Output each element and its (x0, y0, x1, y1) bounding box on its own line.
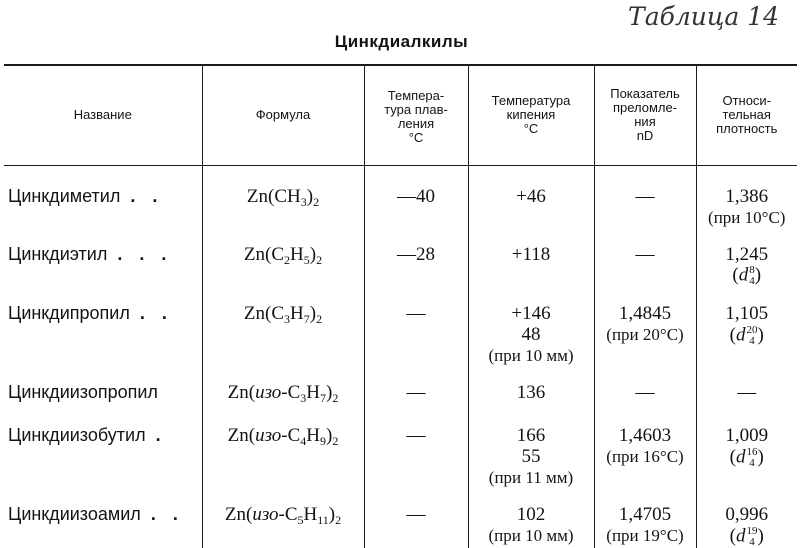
table-row (4, 287, 797, 366)
header-line: Показатель (610, 86, 680, 102)
formula-element: CH (274, 185, 301, 207)
cell-refractive-index (594, 366, 696, 409)
formula-subscript: 2 (313, 194, 320, 209)
cell-name (4, 366, 202, 409)
cell-refractive-index (594, 409, 696, 488)
cell-name (4, 409, 202, 488)
compound-name: Цинкдиизобутил (8, 425, 146, 446)
boiling-value: (при 11 мм) (488, 468, 574, 488)
refraction-value: 1,4603 (618, 425, 672, 447)
density-supsub (749, 265, 755, 287)
header-line: Темпера- (387, 88, 445, 104)
formula-suffix: ) (309, 303, 317, 325)
density-sub: 4 (749, 535, 755, 548)
density-supsub (747, 526, 758, 548)
cell-melting-point: — (364, 409, 468, 488)
density-sup: 19 (746, 524, 758, 537)
formula-element: C (284, 504, 298, 526)
formula-element: H (303, 504, 318, 526)
table-title: Цинкдиалкилы (334, 32, 469, 51)
header-line: Относи- (722, 93, 772, 109)
formula-subscript: 7 (303, 312, 310, 327)
formula-suffix: ) (328, 504, 336, 526)
table-number: Таблица 14 (628, 2, 779, 31)
col-header-density (696, 65, 797, 165)
table-row (4, 366, 797, 409)
leader-dots: . . (130, 185, 164, 206)
cell-refractive-index (594, 488, 696, 548)
cell-density (696, 165, 797, 228)
formula-prefix: Zn( (227, 425, 256, 447)
density-value: — (737, 382, 757, 404)
header-line: преломле- (612, 100, 678, 116)
formula-suffix: ) (306, 185, 314, 207)
cell-formula (202, 409, 364, 488)
cell-density (696, 488, 797, 548)
cell-density (696, 228, 797, 288)
density-index: (d 8 4 ) (732, 264, 762, 288)
boiling-value: 102 (516, 504, 546, 526)
formula-subscript: 3 (300, 194, 307, 209)
formula-element: C (271, 243, 285, 265)
formula-element: C (287, 425, 301, 447)
col-header-refractive-index (594, 65, 696, 165)
header-line: nD (636, 128, 654, 144)
leader-dots: . . (150, 504, 184, 525)
refraction-value: — (635, 382, 655, 404)
cell-refractive-index (594, 165, 696, 228)
formula-subscript: 11 (317, 513, 329, 528)
boiling-value: +46 (516, 185, 546, 207)
formula-subscript: 3 (300, 391, 307, 406)
refraction-value: 1,4705 (618, 504, 672, 526)
formula-element: C (287, 382, 301, 404)
leader-dots: . . (139, 303, 173, 324)
refraction-value: — (635, 185, 655, 207)
formula-iso: изо- (255, 425, 288, 447)
cell-name (4, 287, 202, 366)
boiling-value: 48 (521, 324, 541, 346)
cell-name (4, 228, 202, 288)
cell-melting-point: — (364, 287, 468, 366)
density-sup: 20 (746, 323, 758, 336)
refraction-value: — (635, 243, 655, 265)
cell-name (4, 488, 202, 548)
boiling-value: (при 10 мм) (488, 346, 574, 366)
table-header (4, 65, 797, 165)
refraction-value: (при 16°C) (606, 447, 684, 467)
formula-prefix: Zn( (243, 303, 272, 325)
header-line: °C (523, 121, 539, 137)
cell-density (696, 287, 797, 366)
formula-subscript: 2 (335, 513, 342, 528)
cell-refractive-index (594, 287, 696, 366)
density-index-line (699, 265, 796, 288)
formula-subscript: 5 (303, 252, 310, 267)
header-line: тельная (722, 107, 771, 123)
cell-name (4, 165, 202, 228)
formula-element: C (271, 303, 285, 325)
formula-subscript: 2 (316, 252, 323, 267)
table-body (4, 165, 797, 548)
cell-boiling-point (468, 409, 594, 488)
density-value: 0,996 (725, 504, 769, 526)
header-line: Название (73, 107, 132, 123)
header-line: плотность (716, 121, 778, 137)
cell-boiling-point (468, 165, 594, 228)
boiling-value: +118 (511, 243, 551, 265)
density-value: 1,386 (725, 185, 769, 207)
boiling-value: 136 (516, 382, 546, 404)
leader-dots: . (155, 425, 167, 446)
density-index-line (699, 525, 796, 548)
formula-subscript: 4 (300, 434, 307, 449)
formula-element: H (290, 243, 304, 265)
compound-name: Цинкдипропил (8, 303, 130, 324)
cell-boiling-point (468, 366, 594, 409)
formula-suffix: ) (309, 243, 317, 265)
density-symbol: d (736, 446, 746, 468)
col-header-boiling-point (468, 65, 594, 165)
density-symbol: d (736, 525, 746, 547)
formula-suffix: ) (326, 382, 333, 404)
density-index: (d 19 4 ) (729, 524, 764, 548)
density-value: 1,245 (725, 243, 769, 265)
cell-boiling-point (468, 287, 594, 366)
col-header-formula (202, 65, 364, 165)
cell-formula (202, 287, 364, 366)
cell-density (696, 366, 797, 409)
density-sub: 4 (749, 334, 755, 347)
formula-subscript: 5 (297, 513, 304, 528)
density-value: (при 10°C) (708, 207, 786, 227)
formula-iso: изо- (252, 504, 285, 526)
density-sub: 4 (749, 456, 755, 469)
header-line: Температура (491, 93, 571, 109)
cell-melting-point: — (364, 488, 468, 548)
compound-name: Цинкдиизопропил (8, 382, 158, 403)
density-supsub (747, 325, 758, 347)
formula-subscript: 9 (320, 434, 327, 449)
density-value: 1,009 (725, 425, 769, 447)
boiling-value: (при 10 мм) (488, 526, 574, 546)
density-sup: 16 (746, 445, 758, 458)
table-row (4, 488, 797, 548)
formula-subscript: 2 (332, 434, 339, 449)
compound-name: Цинкдиметил (8, 185, 121, 206)
header-line: Формула (255, 107, 311, 123)
formula-suffix: ) (326, 425, 333, 447)
density-symbol: d (736, 324, 746, 346)
table-row (4, 409, 797, 488)
header-line: ления (397, 116, 435, 132)
formula-prefix: Zn( (243, 243, 272, 265)
formula-subscript: 2 (332, 391, 339, 406)
formula-subscript: 3 (284, 312, 291, 327)
density-index: (d 16 4 ) (729, 445, 764, 469)
cell-formula (202, 165, 364, 228)
cell-boiling-point (468, 228, 594, 288)
boiling-value: +146 (511, 303, 551, 325)
table-row (4, 228, 797, 288)
formula-element: H (306, 382, 321, 404)
density-value: 1,105 (725, 303, 769, 325)
cell-melting-point: — (364, 366, 468, 409)
cell-boiling-point (468, 488, 594, 548)
formula-element: H (290, 303, 304, 325)
header-line: кипения (506, 107, 556, 123)
refraction-value: 1,4845 (618, 303, 672, 325)
formula-element: H (306, 425, 321, 447)
cell-formula (202, 366, 364, 409)
formula-iso: изо- (255, 382, 288, 404)
header-line: ния (634, 114, 656, 130)
col-header-name (4, 65, 202, 165)
refraction-value: (при 20°C) (606, 325, 684, 345)
refraction-value: (при 19°C) (606, 526, 684, 546)
boiling-value: 55 (521, 446, 541, 468)
density-sup: 8 (749, 264, 755, 277)
cell-melting-point: —28 (364, 228, 468, 288)
cell-formula (202, 488, 364, 548)
formula-prefix: Zn( (227, 382, 256, 404)
header-line: °C (408, 130, 424, 146)
formula-subscript: 2 (284, 252, 291, 267)
header-row (4, 65, 797, 165)
zinc-dialkyl-table (4, 64, 797, 548)
cell-melting-point: —40 (364, 165, 468, 228)
density-index: (d 20 4 ) (729, 323, 764, 347)
compound-name: Цинкдиэтил (8, 243, 108, 264)
cell-density (696, 409, 797, 488)
density-sub: 4 (749, 275, 755, 288)
boiling-value: 166 (516, 425, 546, 447)
density-symbol: d (738, 264, 749, 286)
density-index-line (699, 324, 796, 347)
formula-prefix: Zn( (224, 504, 253, 526)
table-row (4, 165, 797, 228)
formula-subscript: 7 (320, 391, 327, 406)
cell-formula (202, 228, 364, 288)
formula-prefix: Zn( (246, 185, 275, 207)
formula-subscript: 2 (316, 312, 323, 327)
header-line: тура плав- (384, 102, 448, 118)
col-header-melting-point (364, 65, 468, 165)
density-supsub (747, 447, 758, 469)
density-index-line (699, 446, 796, 469)
compound-name: Цинкдиизоамил (8, 504, 141, 525)
leader-dots: . . . (117, 243, 173, 264)
cell-refractive-index (594, 228, 696, 288)
